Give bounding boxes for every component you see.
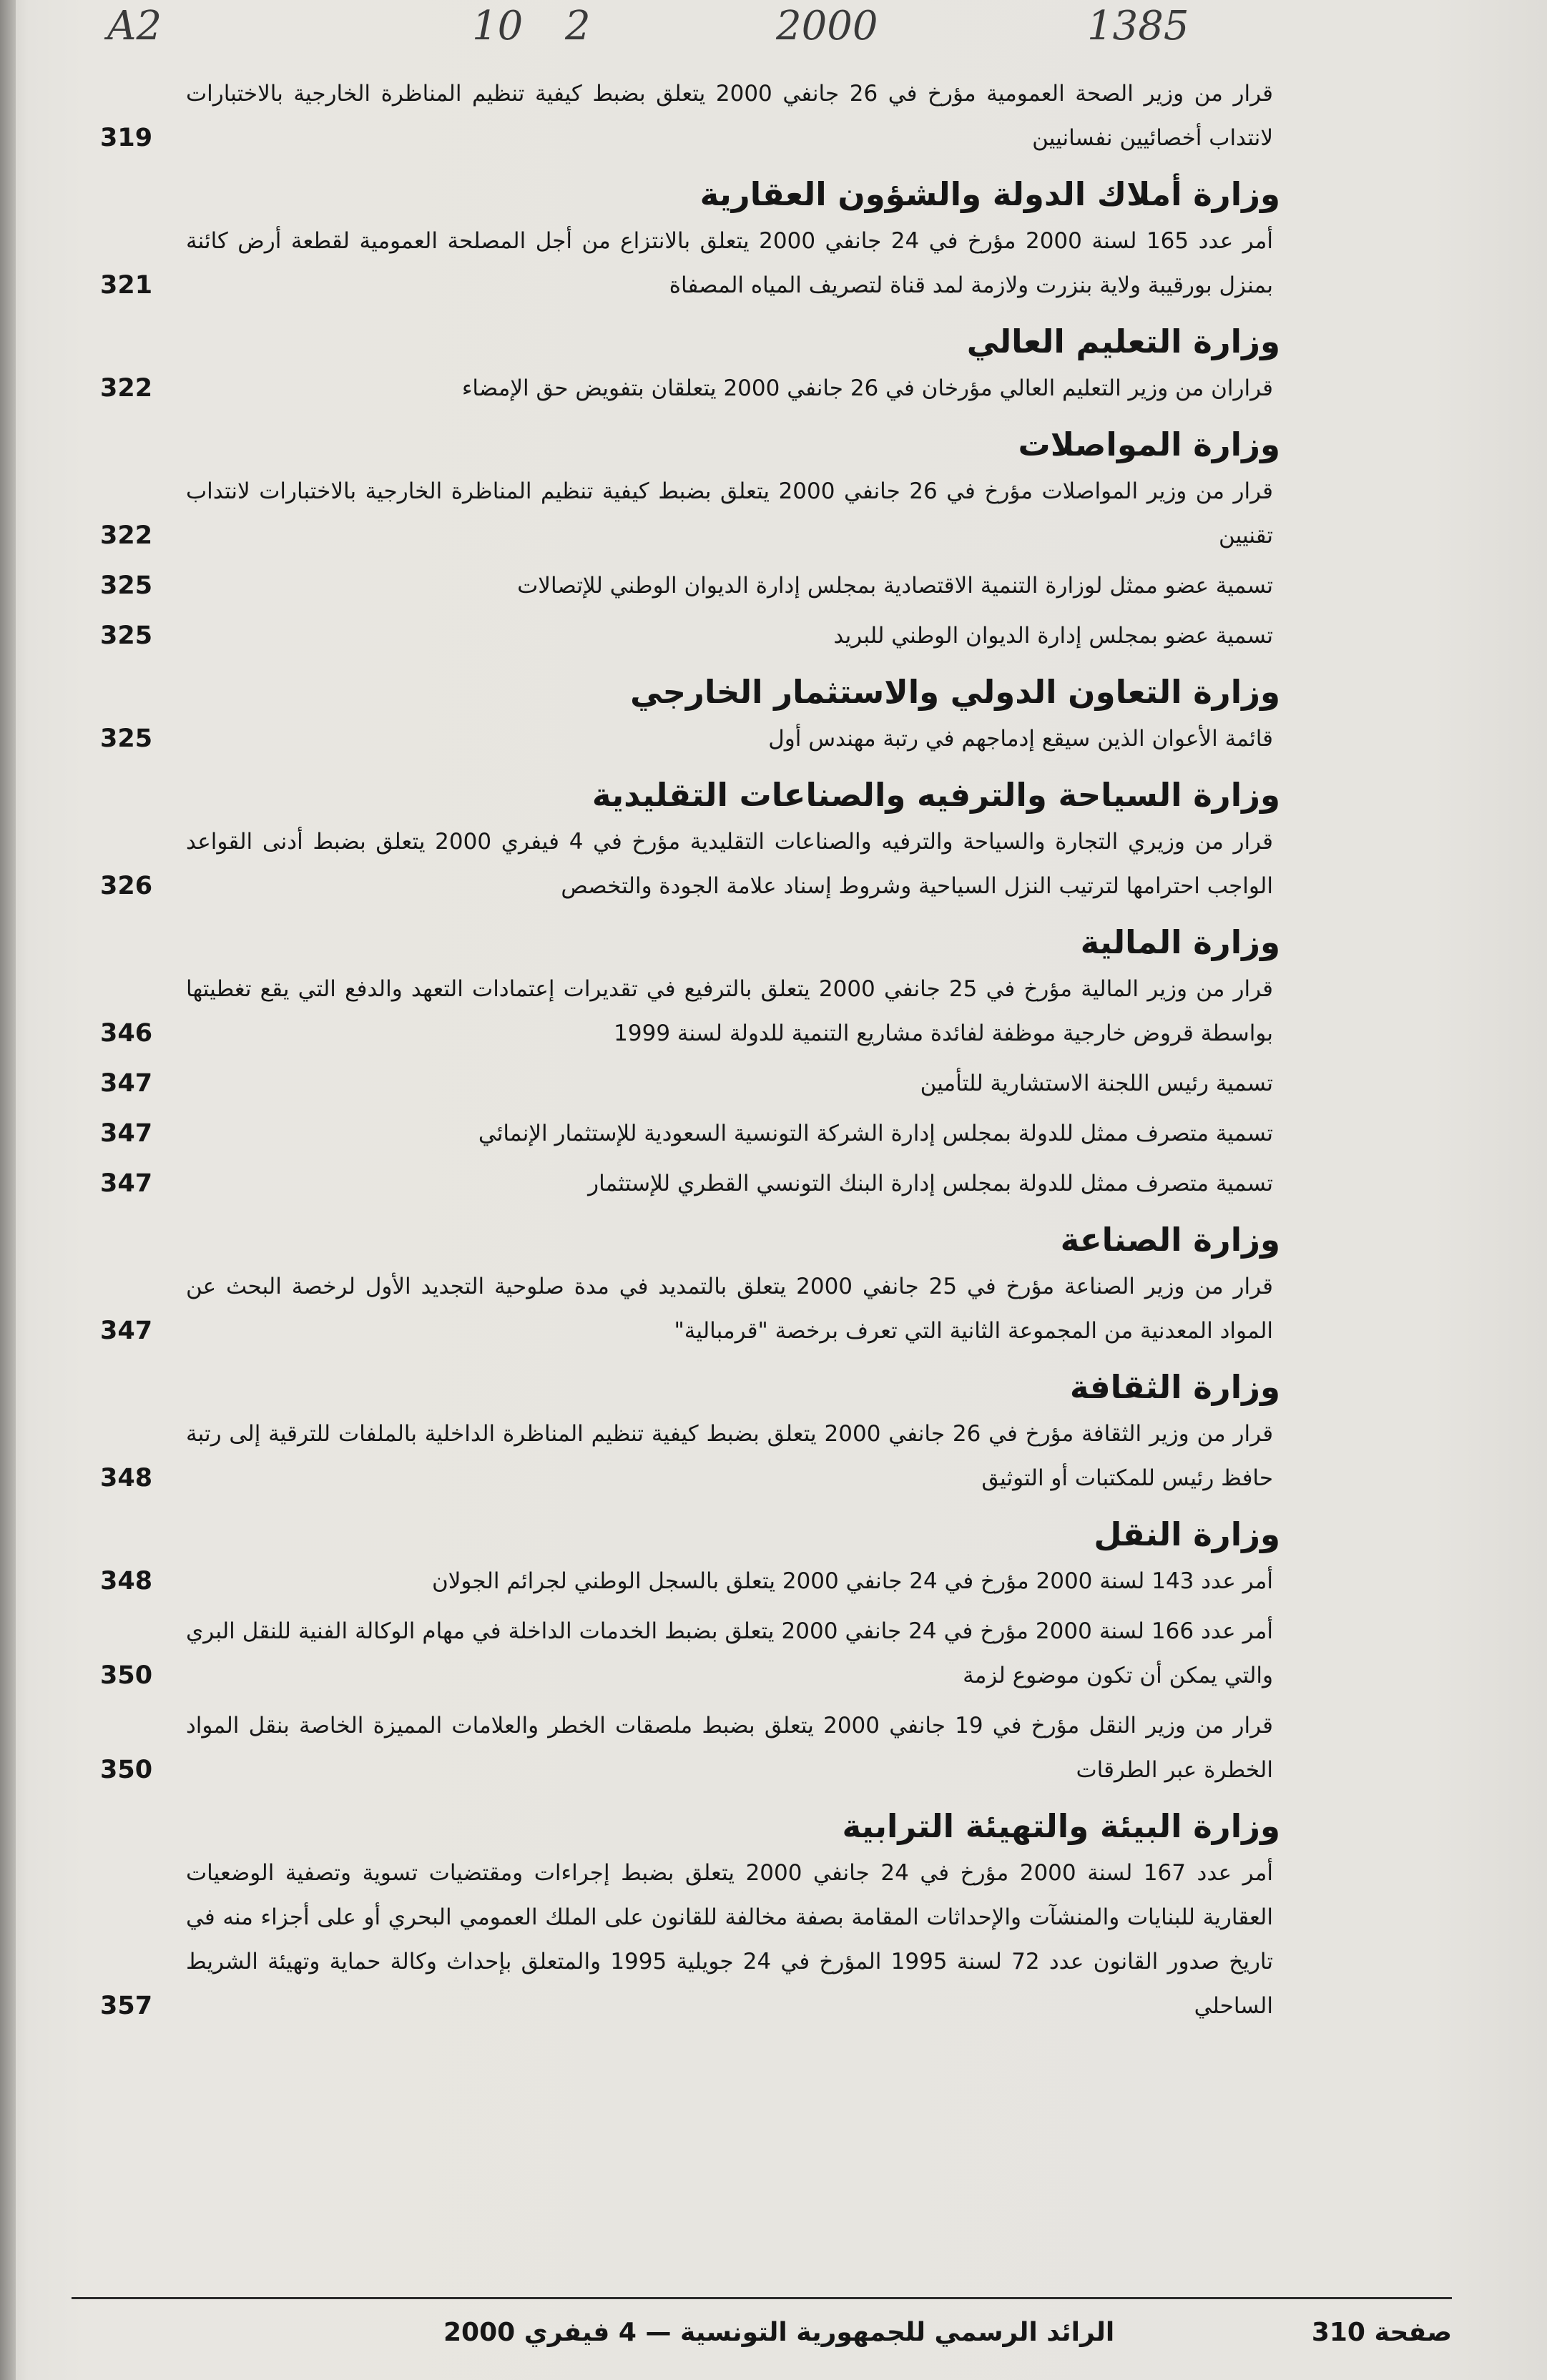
entry-page-number: 348 bbox=[100, 1567, 153, 1595]
toc-entry bbox=[100, 1609, 1280, 1698]
toc-entry bbox=[100, 967, 1280, 1056]
section-heading: وزارة الصناعة bbox=[1060, 1221, 1280, 1259]
entry-title: قرار من وزير المالية مؤرخ في 25 جانفي 2000 يتعلق بالترفيع في تقديرات إعتمادات التعهد والدفع التي يقع تغطيتها بواسطة قروض خارجية موظفة لفائدة مشاريع التنمية للدولة لسنة 1999 bbox=[186, 976, 1273, 1046]
entry-page-number: 346 bbox=[100, 1019, 153, 1048]
toc-entry bbox=[100, 1851, 1280, 2028]
toc-entry bbox=[100, 469, 1280, 558]
entry-title: أمر عدد 143 لسنة 2000 مؤرخ في 24 جانفي 2000 يتعلق بالسجل الوطني لجرائم الجولان bbox=[431, 1568, 1273, 1594]
entry-page-number: 347 bbox=[100, 1119, 153, 1148]
entry-title: أمر عدد 167 لسنة 2000 مؤرخ في 24 جانفي 2000 يتعلق بضبط إجراءات ومقتضيات تسوية وتصفية الوضعيات العقارية للبنايات والمنشآت والإحداثات المقامة بصفة مخالفة للقانون على الملك العمومي البحري أو على أجزاء منه في تاريخ صدور القانون عدد 72 لسنة 1995 المؤرخ في 24 جويلية 1995 والمتعلق بإحداث وكالة حماية وتهيئة الشريط الساحلي bbox=[186, 1860, 1274, 2019]
toc-section bbox=[100, 1510, 1280, 1792]
toc-section bbox=[100, 421, 1280, 658]
entry-page-number: 347 bbox=[100, 1169, 153, 1198]
page-footer bbox=[72, 2311, 1452, 2354]
page-binding-edge bbox=[0, 0, 16, 2380]
section-heading: وزارة الثقافة bbox=[1069, 1368, 1280, 1406]
entry-title: تسمية رئيس اللجنة الاستشارية للتأمين bbox=[920, 1071, 1273, 1096]
footer-divider bbox=[72, 2297, 1452, 2299]
entry-page-number: 321 bbox=[100, 271, 153, 300]
footer-page-number: صفحة 310 bbox=[1311, 2318, 1452, 2347]
entry-title: قرار من وزير المواصلات مؤرخ في 26 جانفي 2000 يتعلق بضبط كيفية تنظيم المناظرة الخارجية بالاختبارات لانتداب تقنيين bbox=[186, 478, 1273, 549]
toc-section bbox=[100, 1216, 1280, 1353]
section-heading: وزارة المالية bbox=[1080, 923, 1280, 961]
handwritten-mark: 10 bbox=[472, 3, 524, 49]
toc-entry bbox=[100, 1703, 1280, 1792]
toc-section bbox=[100, 771, 1280, 908]
footer-journal-title: الرائد الرسمي للجمهورية التونسية — 4 فيفري 2000 bbox=[443, 2318, 1115, 2347]
entry-title: قراران من وزير التعليم العالي مؤرخان في 26 جانفي 2000 يتعلقان بتفويض حق الإمضاء bbox=[461, 375, 1273, 401]
entry-title: تسمية عضو ممثل لوزارة التنمية الاقتصادية بمجلس إدارة الديوان الوطني للإتصالات bbox=[517, 573, 1273, 599]
section-heading: وزارة التعليم العالي bbox=[966, 323, 1280, 360]
toc-entry bbox=[100, 219, 1280, 308]
toc-section bbox=[100, 318, 1280, 410]
entry-title: قرار من وزير النقل مؤرخ في 19 جانفي 2000 يتعلق بضبط ملصقات الخطر والعلامات المميزة الخاصة بنقل المواد الخطرة عبر الطرقات bbox=[186, 1713, 1273, 1783]
entry-page-number: 357 bbox=[100, 1992, 153, 2020]
toc-entry bbox=[100, 72, 1280, 160]
toc-entry bbox=[100, 820, 1280, 908]
entry-title: قرار من وزير الصناعة مؤرخ في 25 جانفي 2000 يتعلق بالتمديد في مدة صلوحية التجديد الأول لرخصة البحث عن المواد المعدنية من المجموعة الثانية التي تعرف برخصة "قرمبالية" bbox=[186, 1274, 1274, 1344]
entry-page-number: 347 bbox=[100, 1069, 153, 1098]
section-heading: وزارة أملاك الدولة والشؤون العقارية bbox=[699, 175, 1280, 213]
toc-section bbox=[100, 668, 1280, 761]
toc-entry bbox=[100, 1161, 1280, 1206]
toc-entry bbox=[100, 1559, 1280, 1603]
entry-title: قرار من وزيري التجارة والسياحة والترفيه والصناعات التقليدية مؤرخ في 4 فيفري 2000 يتعلق بضبط أدنى القواعد الواجب احترامها لترتيب النزل السياحية وشروط إسناد علامة الجودة والتخصص bbox=[186, 829, 1273, 899]
toc-entry bbox=[100, 564, 1280, 608]
entry-title: تسمية متصرف ممثل للدولة بمجلس إدارة البنك التونسي القطري للإستثمار bbox=[588, 1171, 1273, 1196]
entry-page-number: 326 bbox=[100, 872, 153, 900]
toc-entry bbox=[100, 1111, 1280, 1156]
handwritten-mark: 2 bbox=[565, 3, 591, 49]
section-heading: وزارة البيئة والتهيئة الترابية bbox=[842, 1807, 1280, 1845]
entry-page-number: 319 bbox=[100, 124, 153, 152]
entry-title: أمر عدد 165 لسنة 2000 مؤرخ في 24 جانفي 2000 يتعلق بالانتزاع من أجل المصلحة العمومية لقطعة أرض كائنة بمنزل بورقيبة ولاية بنزرت ولازمة لمد قناة لتصريف المياه المصفاة bbox=[186, 228, 1273, 298]
section-heading: وزارة التعاون الدولي والاستثمار الخارجي bbox=[630, 673, 1280, 711]
section-heading: وزارة السياحة والترفيه والصناعات التقليدية bbox=[591, 776, 1280, 814]
entry-page-number: 350 bbox=[100, 1661, 153, 1690]
entry-page-number: 348 bbox=[100, 1464, 153, 1493]
toc-entry bbox=[100, 1264, 1280, 1353]
toc-entry bbox=[100, 717, 1280, 761]
toc-section bbox=[100, 170, 1280, 308]
entry-page-number: 322 bbox=[100, 521, 153, 550]
toc-entry bbox=[100, 366, 1280, 410]
section-heading: وزارة النقل bbox=[1094, 1515, 1280, 1553]
entry-title: قائمة الأعوان الذين سيقع إدماجهم في رتبة مهندس أول bbox=[768, 726, 1273, 752]
toc-section bbox=[100, 72, 1280, 160]
entry-page-number: 325 bbox=[100, 724, 153, 753]
handwritten-mark: 2000 bbox=[776, 3, 878, 49]
entry-page-number: 347 bbox=[100, 1317, 153, 1345]
entry-page-number: 350 bbox=[100, 1756, 153, 1784]
handwritten-mark: A2 bbox=[107, 3, 162, 49]
toc-entry bbox=[100, 614, 1280, 658]
toc-section bbox=[100, 1363, 1280, 1500]
toc-section bbox=[100, 1802, 1280, 2028]
entry-title: تسمية متصرف ممثل للدولة بمجلس إدارة الشركة التونسية السعودية للإستثمار الإنمائي bbox=[478, 1121, 1273, 1146]
toc-entry bbox=[100, 1412, 1280, 1500]
toc-section bbox=[100, 918, 1280, 1206]
entry-title: أمر عدد 166 لسنة 2000 مؤرخ في 24 جانفي 2000 يتعلق بضبط الخدمات الداخلة في مهام الوكالة الفنية للنقل البري والتي يمكن أن تكون موضوع لزمة bbox=[186, 1618, 1273, 1688]
entry-title: تسمية عضو بمجلس إدارة الديوان الوطني للبريد bbox=[833, 623, 1273, 649]
toc-entry bbox=[100, 1061, 1280, 1106]
entry-page-number: 325 bbox=[100, 621, 153, 650]
table-of-contents bbox=[100, 72, 1280, 2253]
entry-page-number: 322 bbox=[100, 374, 153, 403]
section-heading: وزارة المواصلات bbox=[1018, 426, 1280, 463]
entry-title: قرار من وزير الثقافة مؤرخ في 26 جانفي 2000 يتعلق بضبط كيفية تنظيم المناظرة الداخلية بالملفات للترقية إلى رتبة حافظ رئيس للمكتبات أو التوثيق bbox=[186, 1421, 1274, 1491]
handwritten-mark: 1385 bbox=[1087, 3, 1189, 49]
entry-page-number: 325 bbox=[100, 571, 153, 600]
entry-title: قرار من وزير الصحة العمومية مؤرخ في 26 جانفي 2000 يتعلق بضبط كيفية تنظيم المناظرة الخارجية بالاختبارات لانتداب أخصائيين نفسانيين bbox=[186, 81, 1274, 151]
